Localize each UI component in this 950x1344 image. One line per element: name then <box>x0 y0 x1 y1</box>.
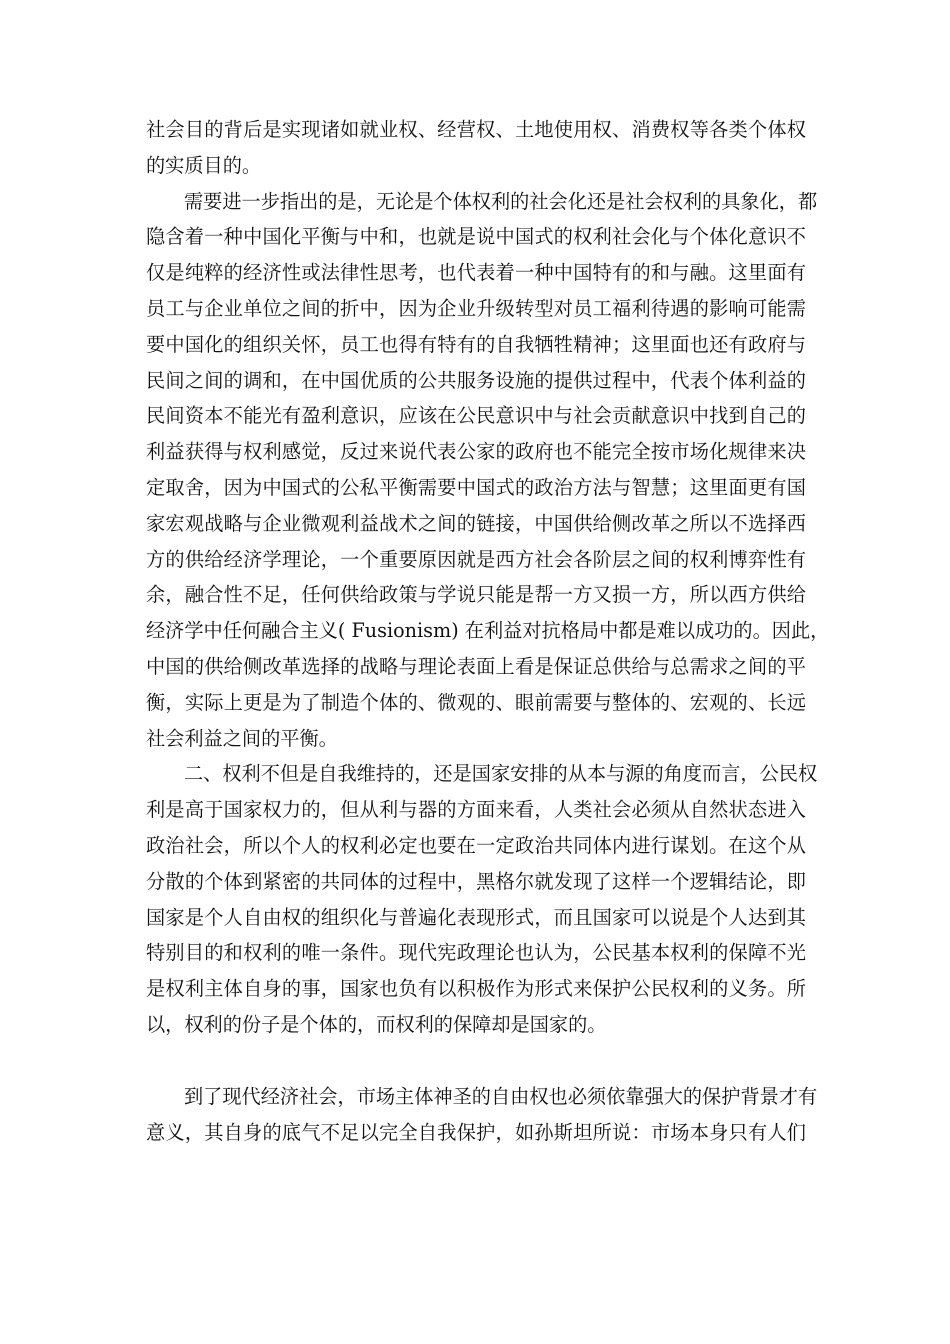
text-line: 民间之间的调和，在中国优质的公共服务设施的提供过程中，代表个体利益的 <box>146 368 806 392</box>
text-line: 中国的供给侧改革选择的战略与理论表面上看是保证总供给与总需求之间的平 <box>146 654 806 678</box>
text-line: 民间资本不能光有盈利意识，应该在公民意识中与社会贡献意识中找到自己的 <box>146 404 806 428</box>
text-line: 方的供给经济学理论，一个重要原因就是西方社会各阶层之间的权利博弈性有 <box>146 547 806 571</box>
paragraph-spacer <box>146 1043 806 1079</box>
paragraph-1 <box>146 112 806 184</box>
text-line: 意义，其自身的底气不足以完全自我保护，如孙斯坦所说：市场本身只有人们 <box>146 1120 806 1144</box>
text-line: 利益获得与权利感觉，反过来说代表公家的政府也不能完全按市场化规律来决 <box>146 440 806 464</box>
paragraph-4 <box>146 1079 818 1151</box>
text-line: 分散的个体到紧密的共同体的过程中，黑格尔就发现了这样一个逻辑结论，即 <box>146 869 806 893</box>
text-line: 社会目的背后是实现诸如就业权、经营权、土地使用权、消费权等各类个体权 <box>146 118 806 141</box>
document-body <box>146 112 830 1150</box>
paragraph-2 <box>146 184 830 757</box>
text-line: 隐含着一种中国化平衡与中和，也就是说中国式的权利社会化与个体化意识不 <box>146 225 806 249</box>
text-line: 要中国化的组织关怀，员工也得有特有的自我牺牲精神；这里面也还有政府与 <box>146 332 806 356</box>
text-line: 的实质目的。 <box>146 153 262 177</box>
text-line: 经济学中任何融合主义( Fusionism) 在利益对抗格局中都是难以成功的。因此， <box>146 619 830 643</box>
text-line: 家宏观战略与企业微观利益战术之间的链接，中国供给侧改革之所以不选择西 <box>146 511 806 535</box>
text-line: 国家是个人自由权的组织化与普遍化表现形式，而且国家可以说是个人达到其 <box>146 905 806 929</box>
text-line: 利是高于国家权力的，但从利与器的方面来看，人类社会必须从自然状态进入 <box>146 798 806 822</box>
text-line: 特别目的和权利的唯一条件。现代宪政理论也认为，公民基本权利的保障不光 <box>146 941 806 965</box>
text-line: 仅是纯粹的经济性或法律性思考，也代表着一种中国特有的和与融。这里面有 <box>146 261 806 285</box>
text-line: 衡，实际上更是为了制造个体的、微观的、眼前需要与整体的、宏观的、长远 <box>146 690 806 714</box>
paragraph-3 <box>146 756 818 1042</box>
text-line: 到了现代经济社会，市场主体神圣的自由权也必须依靠强大的保护背景才有 <box>184 1084 818 1108</box>
text-line: 社会利益之间的平衡。 <box>146 726 338 750</box>
text-line: 政治社会，所以个人的权利必定也要在一定政治共同体内进行谋划。在这个从 <box>146 833 806 857</box>
text-line: 定取舍，因为中国式的公私平衡需要中国式的政治方法与智慧；这里面更有国 <box>146 475 806 499</box>
text-line: 以，权利的份子是个体的，而权利的保障却是国家的。 <box>146 1012 607 1036</box>
text-line: 是权利主体自身的事，国家也负有以积极作为形式来保护公民权利的义务。所 <box>146 977 806 1001</box>
text-line: 需要进一步指出的是，无论是个体权利的社会化还是社会权利的具象化，都 <box>184 189 818 213</box>
text-line: 员工与企业单位之间的折中，因为企业升级转型对员工福利待遇的影响可能需 <box>146 296 806 320</box>
text-line: 二、权利不但是自我维持的，还是国家安排的从本与源的角度而言，公民权 <box>184 762 818 786</box>
text-line: 余，融合性不足，任何供给政策与学说只能是帮一方又损一方，所以西方供给 <box>146 583 806 607</box>
